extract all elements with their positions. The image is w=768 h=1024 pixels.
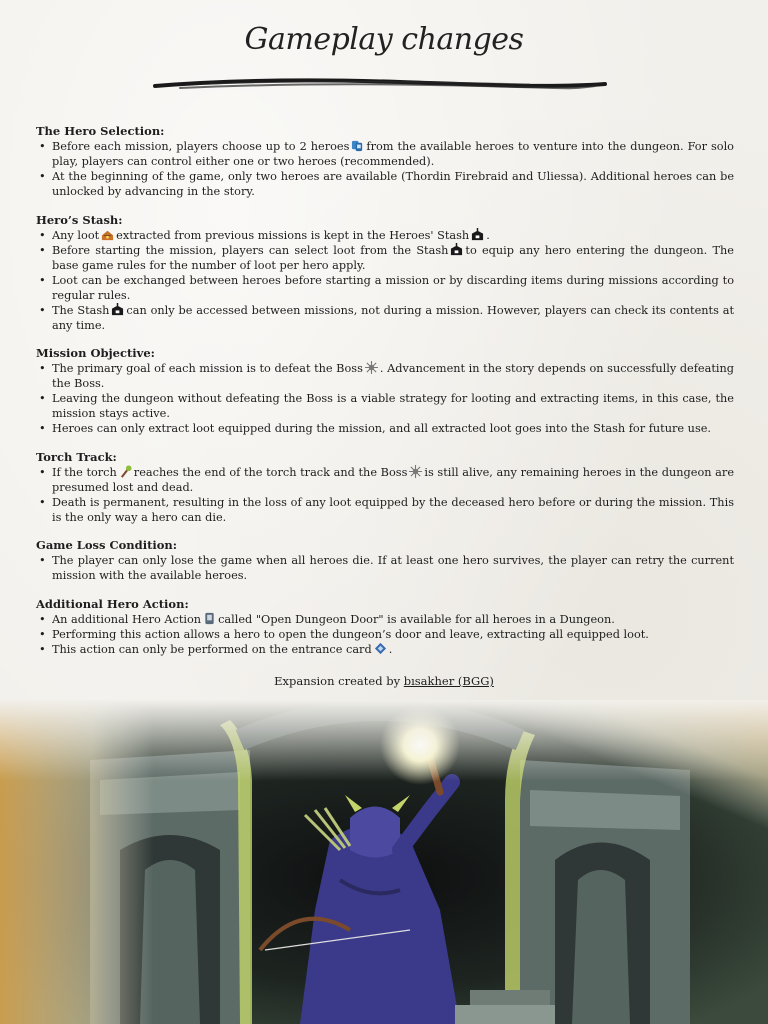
- rule-item: [52, 627, 734, 642]
- rule-text: This action can only be performed on the entrance card: [52, 642, 372, 656]
- rule-text: . Advancement in the story depends on successfully defeating the Boss.: [52, 362, 734, 390]
- rule-text: Death is permanent, resulting in the loss of any loot equipped by the deceased hero before or during the mission. This is the only way a hero can die.: [52, 495, 734, 524]
- rule-text: reaches the end of the torch track and the Boss: [133, 465, 408, 479]
- rule-list: [36, 612, 734, 657]
- rule-text: Leaving the dungeon without defeating the Boss is a viable strategy for looting and extracting items, in this case, the mission stays active.: [52, 392, 734, 420]
- rule-text: from the available heroes to venture into the dungeon. For solo play, players can control either one or two heroes (recommended).: [52, 140, 734, 168]
- rule-text: can only be accessed between missions, not during a mission. However, players can check its contents at any time.: [52, 303, 734, 332]
- rule-item: [52, 642, 734, 657]
- rule-text: The primary goal of each mission is to defeat the Boss: [52, 362, 363, 375]
- rule-text: Performing this action allows a hero to open the dungeon’s door and leave, extracting all equipped loot.: [52, 627, 649, 641]
- credit-prefix: Expansion created by: [274, 674, 401, 688]
- section-heading: Mission Objective:: [36, 346, 155, 360]
- rule-text: called "Open Dungeon Door" is available for all heroes in a Dungeon.: [218, 612, 615, 626]
- torch-icon: [119, 465, 132, 478]
- loot-icon: [101, 228, 114, 241]
- rule-text: .: [388, 642, 393, 656]
- rule-section: [36, 213, 734, 333]
- rule-item: [52, 361, 734, 391]
- rule-text: If the torch: [52, 465, 117, 479]
- rule-text: The player can only lose the game when all heroes die. If at least one hero survives, the player can retry the current mission with the available heroes.: [52, 554, 734, 582]
- rule-section: [36, 346, 734, 436]
- heroes-icon: [351, 139, 364, 152]
- credit-author-link[interactable]: bısakher (BGG): [403, 674, 494, 688]
- rule-text: At the beginning of the game, only two heroes are available (Thordin Firebraid and Uliessa). Additional heroes can be unlocked by advancing in the story.: [52, 170, 734, 198]
- rule-item: [52, 303, 734, 333]
- rule-item: [52, 421, 734, 436]
- brush-stroke-divider: [150, 74, 610, 96]
- rule-section: [36, 450, 734, 525]
- rule-item: [52, 228, 734, 243]
- rule-item: [52, 243, 734, 273]
- rule-list: [36, 465, 734, 525]
- rule-item: [52, 273, 734, 303]
- stash-icon: [111, 303, 124, 316]
- rule-text: Loot can be exchanged between heroes before starting a mission or by discarding items during missions according to regular rules.: [52, 273, 734, 302]
- rule-section: [36, 538, 734, 583]
- rule-text: The Stash: [52, 303, 110, 317]
- rule-item: [52, 169, 734, 199]
- rule-text: extracted from previous missions is kept in the Heroes' Stash: [116, 228, 470, 242]
- boss-icon: [365, 361, 378, 374]
- section-heading: The Hero Selection:: [36, 124, 165, 138]
- boss-icon: [409, 465, 422, 478]
- rule-section: [36, 597, 734, 657]
- rule-text: to equip any hero entering the dungeon. The base game rules for the number of loot per hero apply.: [52, 243, 734, 272]
- rule-text: Before each mission, players choose up to 2 heroes: [52, 140, 350, 153]
- section-heading: Additional Hero Action:: [36, 596, 189, 611]
- section-heading: Hero’s Stash:: [36, 212, 123, 227]
- section-heading: Game Loss Condition:: [36, 538, 178, 552]
- rule-item: [52, 553, 734, 583]
- rule-list: [36, 228, 734, 333]
- rules-content: [36, 124, 734, 670]
- rule-section: [36, 124, 734, 199]
- rule-item: [52, 391, 734, 421]
- rule-item: [52, 495, 734, 525]
- stash-icon: [471, 228, 484, 241]
- credit-line: [0, 674, 768, 688]
- dungeon-hero-illustration: [0, 700, 768, 1024]
- rule-list: [36, 553, 734, 583]
- rule-item: [52, 612, 734, 627]
- section-heading: Torch Track:: [36, 449, 117, 464]
- rule-list: [36, 139, 734, 199]
- rule-text: .: [486, 228, 490, 242]
- stash-icon: [450, 243, 463, 256]
- rule-list: [36, 361, 734, 436]
- rule-item: [52, 465, 734, 495]
- rule-text: Heroes can only extract loot equipped during the mission, and all extracted loot goes into the Stash for future use.: [52, 422, 712, 435]
- rule-text: Any loot: [52, 228, 100, 242]
- rule-text: Before starting the mission, players can select loot from the Stash: [52, 243, 449, 257]
- action-icon: [203, 612, 216, 625]
- page-title: Gameplay changes: [244, 22, 524, 57]
- rule-text: is still alive, any remaining heroes in the dungeon are presumed lost and dead.: [52, 465, 735, 494]
- rule-item: [52, 139, 734, 169]
- entrance-card-icon: [374, 642, 387, 655]
- rule-text: An additional Hero Action: [52, 612, 202, 626]
